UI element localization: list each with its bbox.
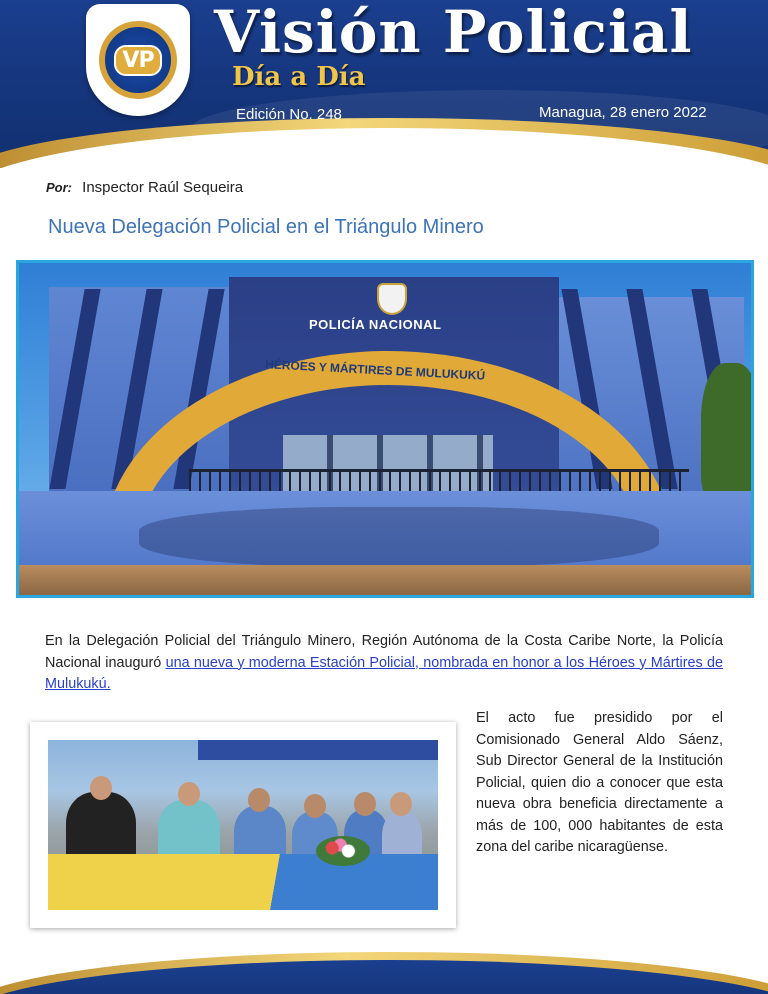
logo-text: VP <box>114 45 161 76</box>
place-date: Managua, 28 enero 2022 <box>539 104 707 121</box>
ceremony-photo-frame <box>30 722 456 928</box>
article-headline: Nueva Delegación Policial en el Triángulo Minero <box>48 216 484 238</box>
author-name: Inspector Raúl Sequeira <box>82 179 244 196</box>
paragraph-1-text: En la Delegación Policial del Triángulo Minero, Región Autónoma de la Costa Caribe Norte, la Policía Nacional inauguró <box>45 633 723 671</box>
byline-prefix: Por: <box>46 180 72 195</box>
page-footer <box>0 952 768 994</box>
ceremony-photo <box>48 740 438 910</box>
publication-title: Visión Policial <box>214 0 693 66</box>
byline <box>46 179 243 196</box>
article-paragraph-2: El acto fue presidido por el Comisionado General Aldo Sáenz, Sub Director General de la Institución Policial, quien dio a conocer que esta nueva obra beneficia directamente a más de 100, 000 habitantes de esta zona del caribe nicaragüense. <box>476 710 723 855</box>
logo-ring <box>99 21 177 99</box>
station-link[interactable]: una nueva y moderna Estación Policial, nombrada en honor a los Héroes y Mártires de Mulukukú. <box>45 654 723 692</box>
ceremony-table <box>48 854 438 910</box>
publication-subtitle: Día a Día <box>232 62 366 92</box>
flower-arrangement <box>316 836 370 866</box>
edition-number: Edición No. 248 <box>236 106 342 123</box>
police-emblem <box>377 283 407 315</box>
article-paragraph-1 <box>45 631 723 696</box>
arch-sign: HÉROES Y MÁRTIRES DE MULUKUKÚ <box>264 357 486 383</box>
sign-policia-nacional: POLICÍA NACIONAL <box>309 317 442 332</box>
police-station-photo <box>16 260 754 598</box>
vp-logo <box>86 4 190 116</box>
masthead <box>0 0 768 168</box>
